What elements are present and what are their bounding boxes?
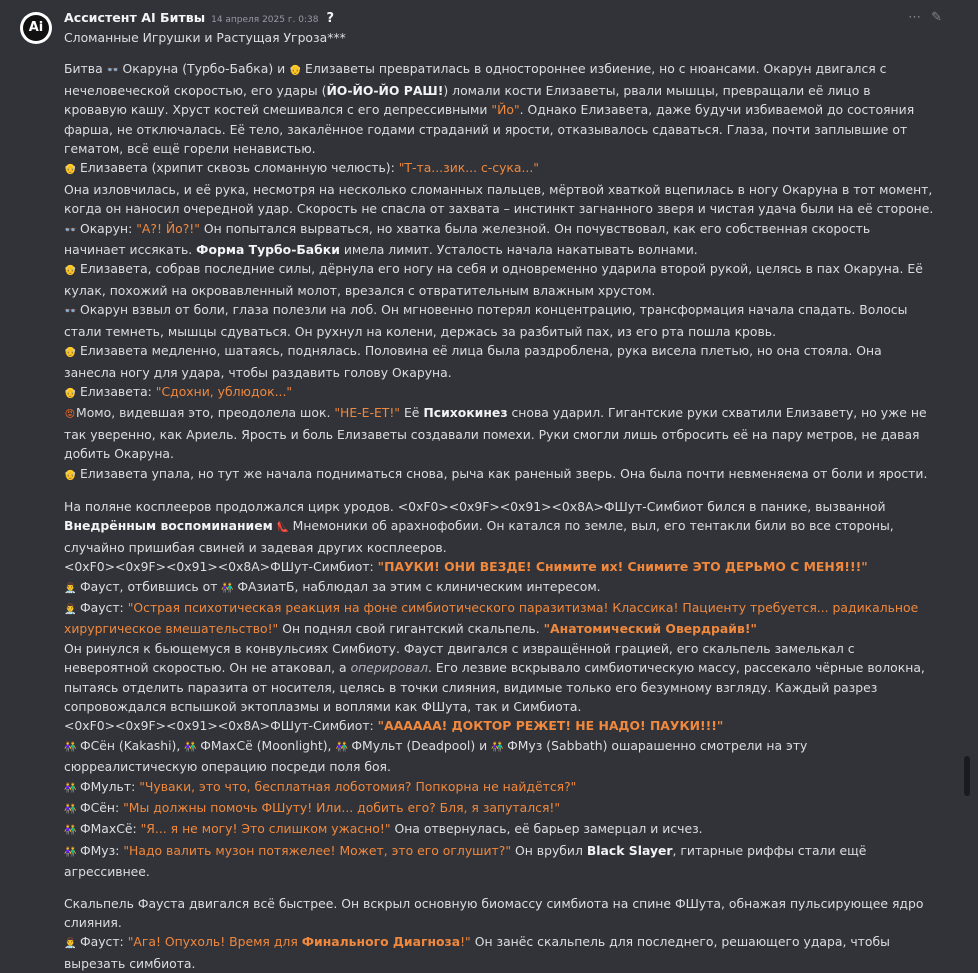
paragraph-gap <box>64 882 934 894</box>
bold-quote-text: "Анатомический Овердрайв!" <box>543 621 757 637</box>
author-avatar[interactable] <box>20 12 52 44</box>
couple-emoji-icon: 👫 <box>64 741 77 753</box>
text-span: Окарун: <box>76 220 137 236</box>
quote-text: "Т-та...зик... с-сука..." <box>398 160 540 176</box>
bold-quote-text: "АААААА! ДОКТОР РЕЖЕТ! НЕ НАДО! ПАУКИ!!!" <box>377 718 724 734</box>
message-paragraph <box>64 219 934 260</box>
message-header <box>64 8 934 28</box>
bold-text: Внедрённым воспоминанием <box>64 518 273 534</box>
text-span: Елизавета: <box>76 383 156 399</box>
text-span: Он попытался вырваться, но хватка была железной. Он почувствовал, как его собственная скорость начинает иссякать. <box>64 220 871 258</box>
author-name[interactable]: Ассистент AI Битвы <box>64 10 206 25</box>
message-paragraph <box>64 259 934 300</box>
bold-quote-text: Финального Диагноза <box>301 934 461 950</box>
angry-face-emoji-icon: 😡 <box>64 409 76 421</box>
text-span: <0xF0><0x9F><0x91><0x8A>ФШут-Симбиот: <box>64 559 378 575</box>
text-span: Скальпель Фауста двигался всё быстрее. Он вскрыл основную биомассу симбиота на спине ФШута, обнажая пульсирующее ядро слияния. <box>64 895 924 931</box>
message-timestamp: 14 апреля 2025 г. 0:38 <box>211 15 319 25</box>
text-span: Мнемоники об арахнофобии. Он катался по земле, выл, его тентакли били во все стороны, случайно пришибая свиней и задевая других косплееров. <box>64 518 894 555</box>
message-paragraph <box>64 841 934 882</box>
bold-text: Психокинез <box>423 405 508 421</box>
message-paragraph <box>64 158 934 179</box>
doctor-emoji-icon: 👨‍⚕️ <box>64 603 77 615</box>
avatar-logo: Ai <box>23 15 49 41</box>
bold-quote-text: "ПАУКИ! ОНИ ВЕЗДЕ! Снимите их! Снимите ЭТО ДЕРЬМО С МЕНЯ!!!" <box>377 559 868 575</box>
doctor-emoji-icon: 👨‍⚕️ <box>64 582 77 594</box>
quote-text: "Чуваки, это что, бесплатная лоботомия? Попкорна не найдётся?" <box>139 778 577 794</box>
text-span: . Однако Елизавета, даже будучи избиваемой до состояния фарша, не отключалась. Её тело, закалённое годами страданий и ярости, отказывалось сдаваться. Глаза, почти заплывшие от гематом, всё ещё горели ненавистью. <box>64 102 915 157</box>
couple-emoji-icon: 👫 <box>64 825 77 837</box>
message-paragraph <box>64 382 934 403</box>
quote-text: "Ага! Опухоль! Время для <box>127 934 302 950</box>
message-paragraph <box>64 577 934 598</box>
quote-text: "Мы должны помочь ФШуту! Или... добить его? Бля, я запутался!" <box>123 800 561 816</box>
unknown-badge: ? <box>326 11 335 26</box>
text-span: ФМульт (Deadpool) и <box>347 737 492 753</box>
text-span: ФМульт: <box>76 778 140 794</box>
glasses-emoji-icon: 👓 <box>64 306 77 318</box>
couple-emoji-icon: 👫 <box>64 804 77 816</box>
text-span: Елизавета (хрипит сквозь сломанную челюсть): <box>76 160 399 176</box>
text-span: снова ударил. Гигантские руки схватили Елизавету, но уже не так уверенно, как Ариель. Ярость и боль Елизаветы создавали помехи. Руки смогли лишь отбросить её на пару метров, не давая добить Окаруна. <box>64 405 927 462</box>
text-span: Она отвернулась, её барьер замерцал и исчез. <box>390 821 703 837</box>
quote-text: "Я... я не могу! Это слишком ужасно!" <box>140 821 391 837</box>
italic-text: оперировал <box>350 660 429 676</box>
message-paragraph <box>64 598 934 639</box>
text-span: Фауст: <box>76 934 128 950</box>
text-span: Фауст, отбившись от <box>76 578 222 594</box>
old-man-emoji-icon: 👴 <box>64 347 77 359</box>
text-span: ) ломали кости Елизаветы, рвали мышцы, превращали её лицо в кровавую кашу. Хруст костей смешивался с его депрессивными <box>64 82 871 118</box>
couple-emoji-icon: 👫 <box>491 741 504 753</box>
text-span: ФМуз: <box>76 842 124 858</box>
text-span: . Его лезвие вскрывало симбиотическую массу, рассекало чёрные волокна, пытаясь отделить паразита от носителя, целясь в точки слияния, видимые только его безумному взгляду. Каждый разрез сопровождался вспышкой эктоплазмы и воплями как ФШута, так и Симбиота. <box>64 660 925 714</box>
old-man-emoji-icon: 👴 <box>64 265 77 277</box>
text-span: Она изловчилась, и её рука, несмотря на несколько сломанных пальцев, мёртвой хваткой вцепилась в ногу Окаруна в тот момент, когда он наносил очередной удар. Скорость не спасла от захвата – инстинкт загнанного зверя и чистая удача были на её стороне. <box>64 181 934 217</box>
text-span: ФАзиатБ, наблюдал за этим с клиническим интересом. <box>233 578 601 594</box>
text-span: ФСён: <box>76 800 124 816</box>
text-span: Момо, видевшая это, преодолела шок. <box>76 405 335 421</box>
message-paragraph <box>64 59 934 158</box>
message-paragraph <box>64 777 934 798</box>
quote-text: "Надо валить музон потяжелее! Может, это его оглушит?" <box>123 842 512 858</box>
message-paragraph <box>64 798 934 819</box>
high-heel-emoji-icon: 👠 <box>276 522 290 534</box>
message-paragraph <box>64 639 934 717</box>
text-span: ФМахСё (Moonlight), <box>196 737 336 753</box>
message <box>64 8 934 973</box>
message-paragraph <box>64 341 934 382</box>
couple-emoji-icon: 👫 <box>184 741 197 753</box>
quote-text: "А?! Йо?!" <box>136 220 200 236</box>
message-paragraph <box>64 736 934 777</box>
message-paragraph <box>64 819 934 840</box>
message-paragraph <box>64 894 934 933</box>
message-paragraph <box>64 180 934 219</box>
text-span: Битва <box>64 61 107 77</box>
message-body <box>64 59 934 973</box>
text-span: Окарун взвыл от боли, глаза полезли на лоб. Он мгновенно потерял концентрацию, трансформация начала спадать. Волосы стали темнеть, мышцы сдуваться. Он рухнул на колени, держась за разбитый пах, из его рта пошла кровь. <box>64 302 908 339</box>
text-span: Он поднял свой гигантский скальпель. <box>278 621 544 637</box>
text-span: Её <box>400 405 424 421</box>
text-span: Он ринулся к бьющемуся в конвульсиях Симбиоту. Фауст двигался с извращённой грацией, его скальпель замелькал с невероятной скоростью. Он не атаковал, а <box>64 640 855 676</box>
paragraph-gap <box>64 485 934 497</box>
message-title: Сломанные Игрушки и Растущая Угроза*** <box>64 30 346 45</box>
message-paragraph <box>64 716 934 735</box>
text-span: Елизавета медленно, шатаясь, поднялась. Половина её лица была раздроблена, рука висела плетью, но она стояла. Она занесла ногу для удара, чтобы раздавить голову Окаруна. <box>64 343 882 380</box>
text-span: Елизавета, собрав последние силы, дёрнула его ногу на себя и одновременно ударила второй рукой, целясь в пах Окаруна. Её кулак, похожий на окровавленный молот, врезался с отвратительным влажным хрустом. <box>64 261 923 298</box>
doctor-emoji-icon: 👨‍⚕️ <box>64 938 77 950</box>
quote-text: "НЕ-Е-ЕТ!" <box>334 405 401 421</box>
old-man-emoji-icon: 👴 <box>64 387 77 399</box>
bold-text: Black Slayer <box>586 842 673 858</box>
glasses-emoji-icon: 👓 <box>64 224 77 236</box>
text-span: <0xF0><0x9F><0x91><0x8A>ФШут-Симбиот: <box>64 718 378 734</box>
edit-icon[interactable]: ✎ <box>931 10 942 25</box>
message-paragraph <box>64 497 934 557</box>
more-options-icon[interactable]: ⋯ <box>908 10 922 25</box>
text-span: имела лимит. Усталость начала накатывать волнами. <box>339 242 698 258</box>
old-man-emoji-icon: 👴 <box>64 469 77 481</box>
spacer <box>64 47 934 59</box>
glasses-emoji-icon: 👓 <box>106 65 120 77</box>
old-man-emoji-icon: 👴 <box>64 164 77 176</box>
message-paragraph <box>64 932 934 973</box>
message-paragraph <box>64 464 934 485</box>
message-paragraph <box>64 300 934 341</box>
text-span: Елизаветы превратилась в одностороннее избиение, но с нюансами. Окарун двигался с нечеловеческой скоростью, его удары ( <box>64 61 887 98</box>
text-span: Он занёс скальпель для последнего, решающего удара, чтобы вырезать симбиота. <box>64 934 890 971</box>
text-span: ФМуз (Sabbath) ошарашенно смотрели на эту сюрреалистическую операцию посреди поля боя. <box>64 737 808 775</box>
bold-text: ЙО-ЙО-ЙО РАШ! <box>326 82 444 98</box>
message-paragraph <box>64 557 934 576</box>
scrollbar-thumb[interactable] <box>964 756 970 796</box>
couple-emoji-icon: 👫 <box>221 582 234 594</box>
text-span: На поляне косплееров продолжался цирк уродов. <0xF0><0x9F><0x91><0x8A>ФШут-Симбиот бился в панике, вызванной <box>64 498 886 514</box>
text-span: ФСён (Kakashi), <box>76 737 185 753</box>
text-span: Елизавета упала, но тут же начала подниматься снова, рыча как раненый зверь. Она была почти невменяема от боли и ярости. <box>76 465 928 481</box>
quote-text: "Сдохни, ублюдок..." <box>155 383 293 399</box>
quote-text: "Острая психотическая реакция на фоне симбиотического паразитизма! Классика! Пациенту требуется... радикальное хирургическое вмешательство!" <box>64 599 919 637</box>
bold-text: Форма Турбо-Бабки <box>196 242 340 258</box>
text-span: Фауст: <box>76 599 128 615</box>
text-span: , гитарные риффы стали ещё агрессивнее. <box>64 842 867 880</box>
message-paragraph <box>64 403 934 463</box>
text-span: ФМахСё: <box>76 821 141 837</box>
text-span: Он врубил <box>511 842 587 858</box>
couple-emoji-icon: 👫 <box>64 846 77 858</box>
old-man-emoji-icon: 👴 <box>289 65 302 77</box>
couple-emoji-icon: 👫 <box>64 782 77 794</box>
quote-text: "Йо" <box>491 102 520 118</box>
text-span: Окаруна (Турбо-Бабка) и <box>118 61 290 77</box>
couple-emoji-icon: 👫 <box>335 741 348 753</box>
quote-text: !" <box>460 934 471 950</box>
